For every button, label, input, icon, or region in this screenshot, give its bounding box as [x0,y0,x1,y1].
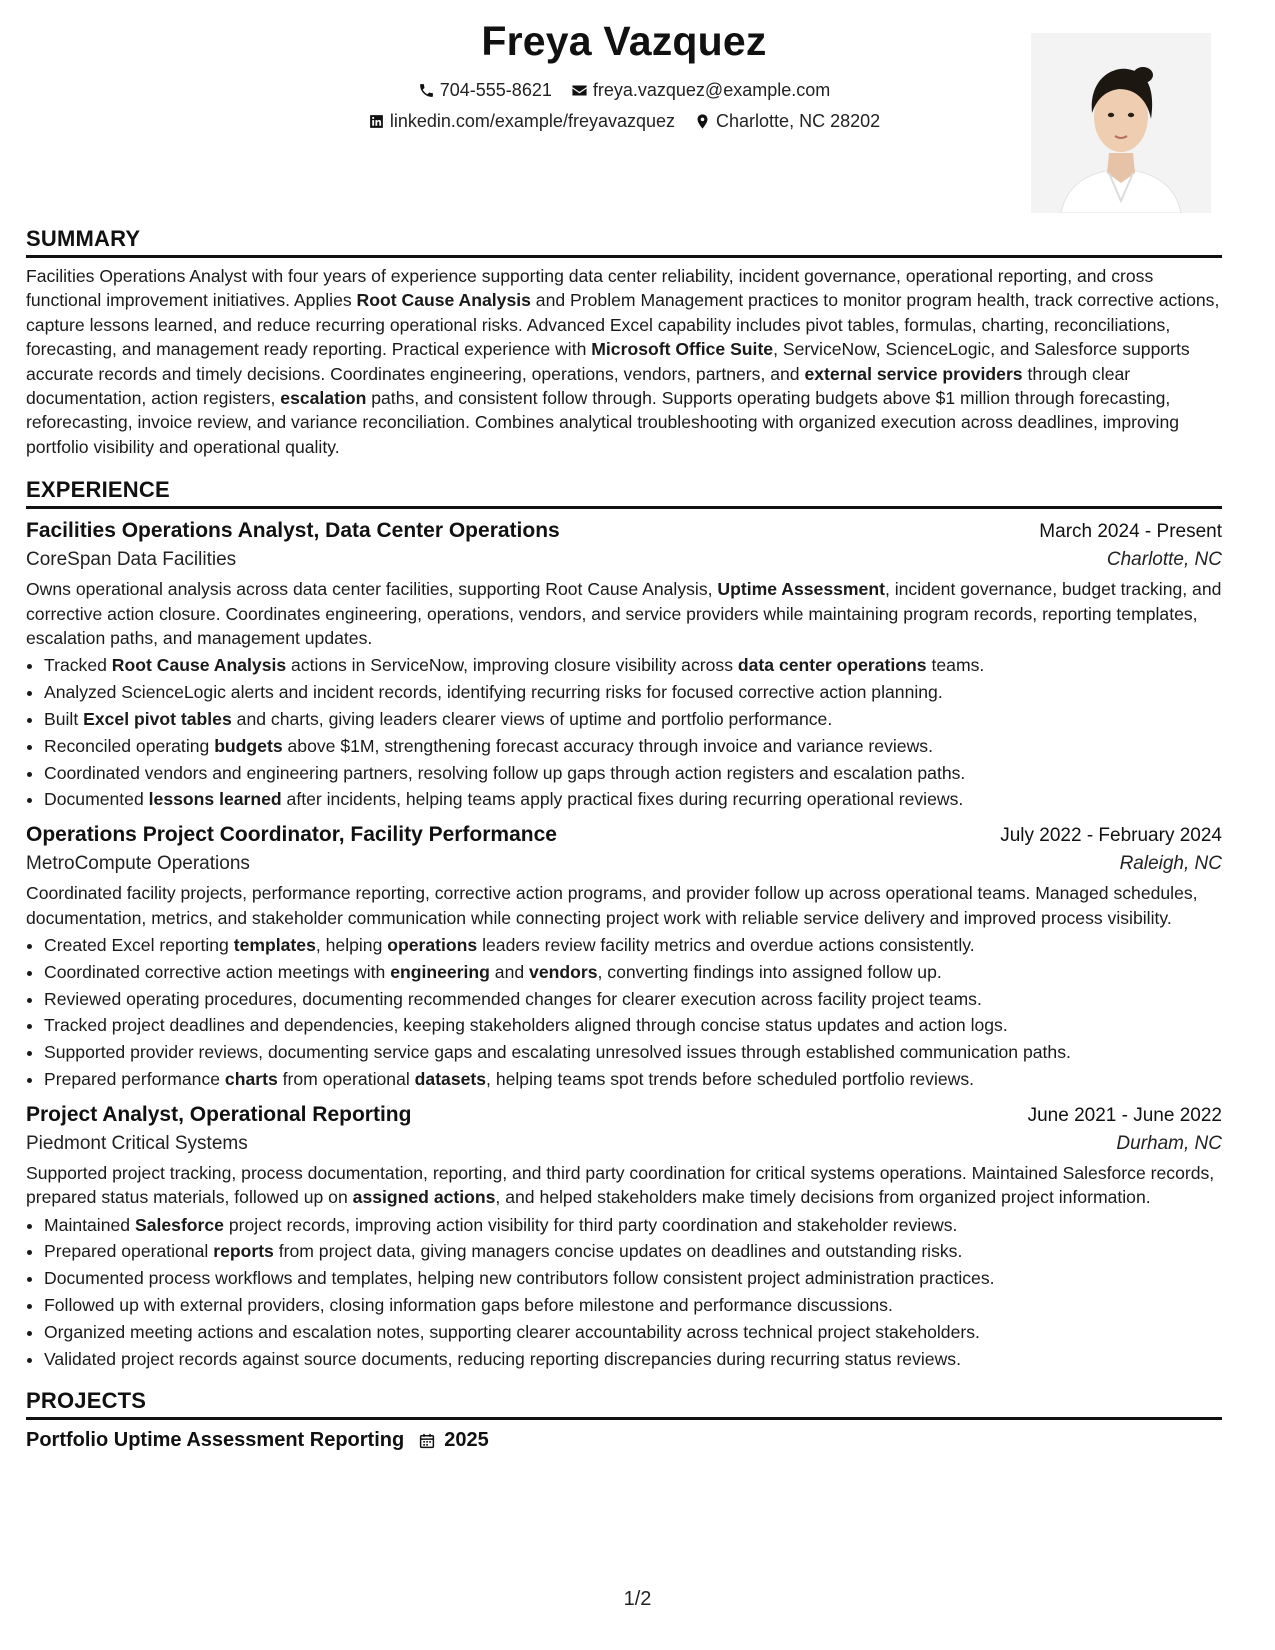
emphasized-text: Microsoft Office Suite [591,339,774,360]
list-item [44,959,1222,986]
text-run: , helping teams spot trends before scheduled portfolio reviews. [486,1069,975,1090]
job-title: Operations Project Coordinator, Facility Performance [26,823,557,847]
emphasized-text: lessons learned [148,789,282,810]
list-item [44,1012,1222,1039]
list-item [44,1066,1222,1093]
text-run: Documented process workflows and templates, helping new contributors follow consistent project administration practices. [44,1268,995,1289]
projects-heading: PROJECTS [26,1388,1222,1420]
list-item [44,760,1222,787]
candidate-name: Freya Vazquez [481,18,767,64]
list-item [44,1319,1222,1346]
text-run: Reviewed operating procedures, documenting recommended changes for clearer execution across facility project teams. [44,988,982,1009]
emphasized-text: operations [387,935,478,956]
emphasized-text: Excel pivot tables [83,709,232,730]
company-name: Piedmont Critical Systems [26,1132,248,1154]
list-item [44,1039,1222,1066]
text-run: Created Excel reporting [44,935,234,956]
job-dates: July 2022 - February 2024 [1000,825,1222,847]
page-number: 1/2 [623,1588,652,1610]
project-title: Portfolio Uptime Assessment Reporting [26,1429,405,1452]
text-run: , ServiceNow, ScienceLogic, and Salesforce supports accurate records and timely decisions. Coordinates engineering, operations, vendors, partners, and [26,339,1190,384]
text-run: Owns operational analysis across data center facilities, supporting Root Cause Analysis, [26,579,718,600]
emphasized-text: escalation [280,388,367,409]
text-run: and [489,961,530,982]
emphasized-text: Uptime Assessment [717,579,885,600]
list-item [44,986,1222,1013]
text-run: and charts, giving leaders clearer views of uptime and portfolio performance. [231,709,833,730]
job-description [26,881,1222,930]
job-location: Raleigh, NC [1119,853,1222,875]
resume-header [26,0,1222,196]
job-description [26,577,1222,650]
text-run: after incidents, helping teams apply practical fixes during recurring operational reviews. [281,789,964,810]
text-run: Tracked [44,655,112,676]
summary-heading: SUMMARY [26,226,1222,258]
text-run: Coordinated vendors and engineering partners, resolving follow up gaps through action registers and escalation paths. [44,762,966,783]
job-title: Facilities Operations Analyst, Data Center Operations [26,519,560,543]
company-name: CoreSpan Data Facilities [26,549,237,571]
job-bullets [26,652,1222,813]
linkedin-icon [368,113,385,130]
emphasized-text: Root Cause Analysis [356,290,531,311]
text-run: , helping [315,935,388,956]
text-run: Prepared performance [44,1069,225,1090]
text-run: leaders review facility metrics and overdue actions consistently. [477,935,975,956]
job-dates: June 2021 - June 2022 [1027,1104,1222,1126]
text-run: Built [44,709,84,730]
text-run: Validated project records against source documents, reducing reporting discrepancies during recurring status reviews. [44,1348,961,1369]
text-run: Tracked project deadlines and dependencies, keeping stakeholders aligned through concise status updates and action logs. [44,1015,1008,1036]
emphasized-text: assigned actions [352,1187,496,1208]
emphasized-text: external service providers [804,363,1023,384]
text-run: Reconciled operating [44,735,215,756]
text-run: , and helped stakeholders make timely decisions from organized project information. [495,1187,1151,1208]
email-text: freya.vazquez@example.com [592,80,831,100]
emphasized-text: vendors [529,961,598,982]
summary-text [26,264,1222,459]
emphasized-text: Root Cause Analysis [111,655,287,676]
list-item [44,1346,1222,1373]
project-entry [26,1429,1222,1452]
map-pin-icon [694,113,711,130]
text-run: Analyzed ScienceLogic alerts and incident records, identifying recurring risks for focused corrective action planning. [44,682,943,703]
list-item [44,706,1222,733]
text-run: teams. [926,655,985,676]
text-run: Prepared operational [44,1241,214,1262]
list-item [44,679,1222,706]
list-item [44,1212,1222,1239]
company-name: MetroCompute Operations [26,853,250,875]
text-run: and Problem Management practices to monitor program health, track corrective actions, capture lessons learned, and reduce recurring operational risks. Advanced Excel capability includes pivot tables, formulas, charting, reconciliations, forecasting, and management ready reporting. Practical experience with [26,290,1220,360]
text-run: Organized meeting actions and escalation notes, supporting clearer accountability across technical project stakeholders. [44,1321,980,1342]
job-location: Durham, NC [1116,1132,1222,1154]
contact-location [694,111,880,132]
phone-text: 704-555-8621 [439,80,552,100]
list-item [44,1292,1222,1319]
emphasized-text: Salesforce [134,1214,224,1235]
list-item [44,1238,1222,1265]
text-run: Coordinated facility projects, performance reporting, corrective action programs, and provider follow up across operational teams. Managed schedules, documentation, metrics, and stakeholder communication while connecting project work with reliable service delivery and improved process visibility. [26,883,1198,928]
list-item [44,1265,1222,1292]
project-year: 2025 [444,1429,489,1452]
location-text: Charlotte, NC 28202 [716,111,881,131]
job-entry [26,1103,1222,1373]
emphasized-text: engineering [390,961,490,982]
text-run: paths, and consistent follow through. Supports operating budgets above $1 million through forecasting, reforecasting, invoice review, and variance reconciliation. Combines analytical troubleshooting with organized execution across deadlines, improving portfolio visibility and operational quality. [26,388,1180,457]
phone-icon [418,82,435,99]
emphasized-text: data center operations [737,655,927,676]
job-description [26,1161,1222,1210]
text-run: , incident governance, budget tracking, and corrective action closure. Coordinates engineering, operations, vendors, and service providers while maintaining program records, reporting templates, escalation paths, and management updates. [26,579,1222,649]
emphasized-text: reports [213,1241,274,1262]
text-run: Supported provider reviews, documenting service gaps and escalating unresolved issues through established communication paths. [44,1042,1071,1063]
text-run: , converting findings into assigned follow up. [597,961,942,982]
list-item [44,932,1222,959]
emphasized-text: budgets [214,735,283,756]
list-item [44,733,1222,760]
envelope-icon [571,82,588,99]
text-run: Facilities Operations Analyst with four years of experience supporting data center reliability, incident governance, operational reporting, and cross functional improvement initiatives. Applies [26,266,1154,311]
job-bullets [26,1212,1222,1373]
text-run: through clear documentation, action registers, [26,363,1131,409]
text-run: above $1M, strengthening forecast accuracy through invoice and variance reviews. [282,735,933,756]
job-bullets [26,932,1222,1093]
text-run: Followed up with external providers, closing information gaps before milestone and performance discussions. [44,1295,893,1316]
emphasized-text: charts [224,1069,278,1090]
calendar-icon [418,1432,436,1450]
linkedin-text: linkedin.com/example/freyavazquez [389,111,676,131]
emphasized-text: datasets [414,1069,487,1090]
text-run: from project data, giving managers concise updates on deadlines and outstanding risks. [273,1241,963,1262]
portrait-icon [1031,33,1211,213]
contact-linkedin[interactable] [368,111,675,132]
emphasized-text: templates [233,935,316,956]
text-run: Maintained [44,1214,135,1235]
profile-photo [1031,33,1211,213]
text-run: project records, improving action visibility for third party coordination and stakeholder reviews. [223,1214,958,1235]
list-item [44,652,1222,679]
text-run: Supported project tracking, process documentation, reporting, and third party coordination for critical systems operations. Maintained Salesforce records, prepared status materials, followed up on [26,1162,1215,1208]
experience-heading: EXPERIENCE [26,477,1222,509]
text-run: from operational [277,1069,415,1090]
job-dates: March 2024 - Present [1039,521,1222,543]
job-entry [26,519,1222,813]
job-entry [26,823,1222,1093]
list-item [44,786,1222,813]
text-run: Documented [44,789,149,810]
contact-phone [418,80,552,101]
text-run: actions in ServiceNow, improving closure visibility across [286,655,738,676]
job-title: Project Analyst, Operational Reporting [26,1102,412,1126]
job-location: Charlotte, NC [1106,549,1222,571]
text-run: Coordinated corrective action meetings with [44,961,391,982]
contact-email[interactable] [571,80,830,101]
